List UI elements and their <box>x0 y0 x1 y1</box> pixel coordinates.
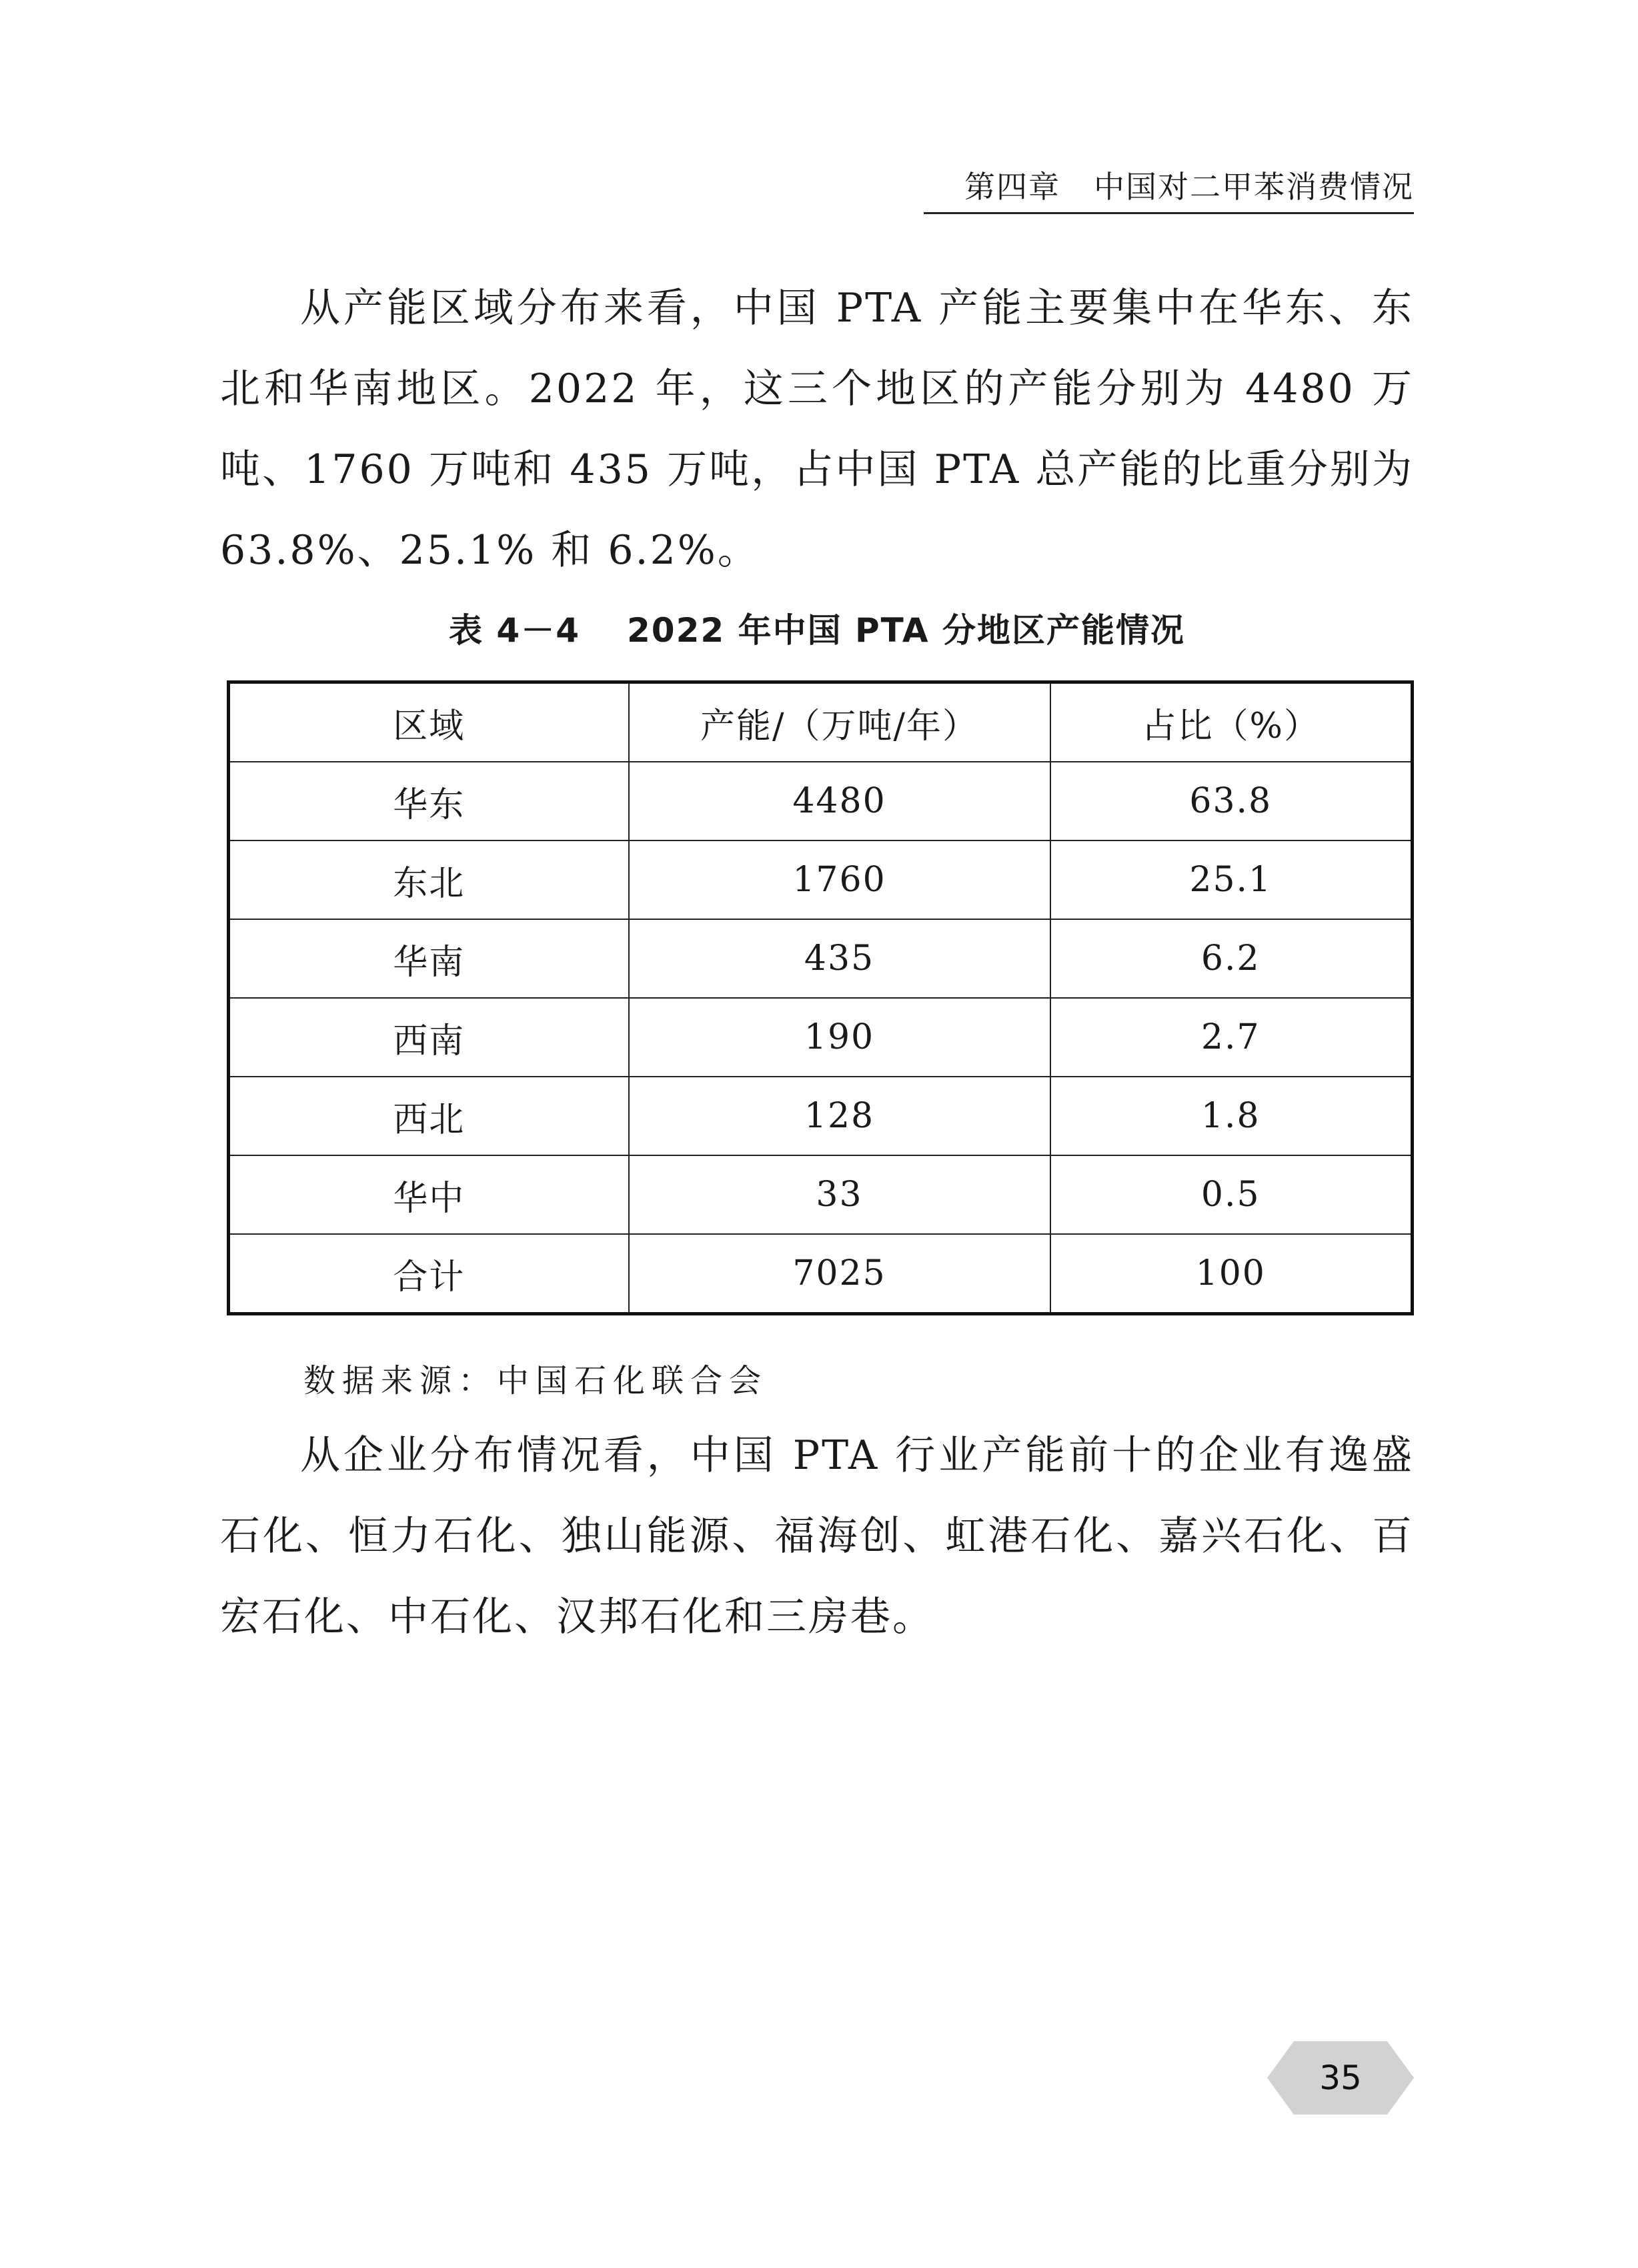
cell-capacity: 128 <box>629 1077 1050 1155</box>
cell-region: 华南 <box>229 919 629 998</box>
column-header-capacity: 产能/（万吨/年） <box>629 682 1050 762</box>
cell-share: 2.7 <box>1050 998 1413 1077</box>
cell-share: 63.8 <box>1050 762 1413 840</box>
cell-region: 东北 <box>229 840 629 919</box>
table-row <box>229 1077 1413 1155</box>
table-header-row <box>229 682 1413 762</box>
cell-capacity: 4480 <box>629 762 1050 840</box>
cell-share: 6.2 <box>1050 919 1413 998</box>
chapter-number: 第四章 <box>964 169 1060 205</box>
cell-share: 100 <box>1050 1234 1413 1314</box>
cell-share: 1.8 <box>1050 1077 1413 1155</box>
table-row <box>229 998 1413 1077</box>
cell-region: 西北 <box>229 1077 629 1155</box>
capacity-by-region-table <box>227 680 1414 1315</box>
table-total-row <box>229 1234 1413 1314</box>
paragraph-top-enterprises: 从企业分布情况看，中国 PTA 行业产能前十的企业有逸盛石化、恒力石化、独山能源、福海创、虹港石化、嘉兴石化、百宏石化、中石化、汉邦石化和三房巷。 <box>220 1432 1414 1640</box>
table-row <box>229 919 1413 998</box>
table-row <box>229 840 1413 919</box>
cell-capacity: 1760 <box>629 840 1050 919</box>
page-number: 35 <box>1319 2059 1362 2097</box>
column-header-region: 区域 <box>229 682 629 762</box>
column-header-share: 占比（%） <box>1050 682 1413 762</box>
cell-region: 华中 <box>229 1155 629 1234</box>
table-number: 表 4－4 <box>449 611 581 650</box>
cell-share: 0.5 <box>1050 1155 1413 1234</box>
cell-region: 西南 <box>229 998 629 1077</box>
table-caption <box>220 604 1414 657</box>
running-header <box>920 167 1414 207</box>
paragraph-regional-distribution: 从产能区域分布来看，中国 PTA 产能主要集中在华东、东北和华南地区。2022 年，这三个地区的产能分别为 4480 万吨、1760 万吨和 435 万吨，占中国 PTA 总产能的比重分别为 63.8%、25.1% 和 6.2%。 <box>220 285 1414 574</box>
cell-region: 合计 <box>229 1234 629 1314</box>
cell-capacity: 190 <box>629 998 1050 1077</box>
page-number-badge <box>1267 2041 1414 2115</box>
table-row <box>229 762 1413 840</box>
cell-region: 华东 <box>229 762 629 840</box>
cell-share: 25.1 <box>1050 840 1413 919</box>
table-row <box>229 1155 1413 1234</box>
table-title: 2022 年中国 PTA 分地区产能情况 <box>627 611 1185 650</box>
header-rule <box>924 212 1414 214</box>
chapter-title: 中国对二甲苯消费情况 <box>1094 169 1414 205</box>
cell-capacity: 7025 <box>629 1234 1050 1314</box>
data-source-note: 数据来源：中国石化联合会 <box>303 1362 768 1399</box>
cell-capacity: 33 <box>629 1155 1050 1234</box>
cell-capacity: 435 <box>629 919 1050 998</box>
